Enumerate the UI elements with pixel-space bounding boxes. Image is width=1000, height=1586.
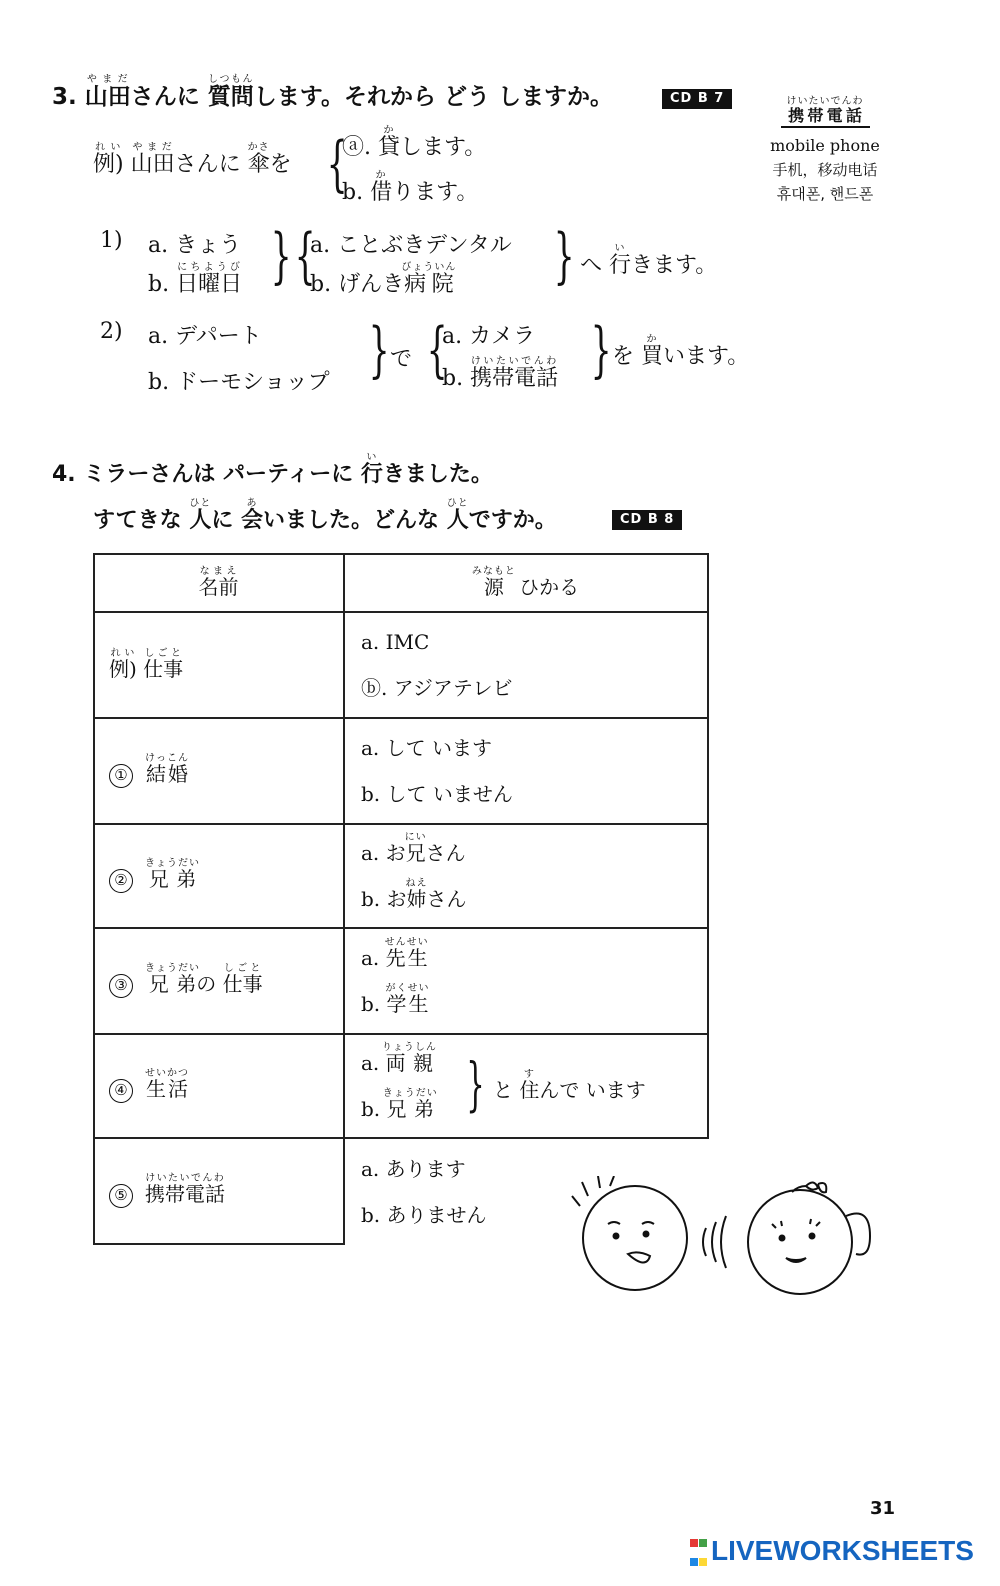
example-option-a[interactable]: ⓐ. 貸かします。 [342,125,487,160]
q1-mid-option-b[interactable]: b. げんき病院びょういん [310,262,457,297]
option-b[interactable]: b. 学生がくせい [361,983,430,1016]
section4-line1: 4. ミラーさんは パーティーに 行いきました。 [52,452,493,487]
q2-left-close-brace: } [368,315,390,385]
row-number-badge: ⑤ [109,1184,133,1208]
row-number-badge: ② [109,869,133,893]
table-row [94,612,708,718]
vocab-kanji: 携帯電話けいたいでんわ [781,96,870,128]
q2-particle: で [390,347,413,372]
row-label-4: ④ 生活せいかつ [94,1034,344,1138]
logo-text: LIVEWORKSHEETS [711,1535,974,1566]
q1-mid-open-brace: { [294,221,316,291]
q1-mid-option-a[interactable]: a. ことぶきデンタル [310,233,512,258]
q1-suffix: へ 行いきます。 [580,243,718,278]
section4-line2: すてきな 人ひとに 会あいました。どんな 人ひとですか。 [93,498,557,533]
example-label: 例)れい [93,142,124,177]
example-brace: { [326,129,348,199]
option-b[interactable]: b. 兄弟きょうだい [361,1088,438,1121]
q2-mid-option-a[interactable]: a. カメラ [442,324,536,349]
table-row [94,718,708,824]
example-option-b[interactable]: b. 借かります。 [342,170,479,205]
q1-number: 1) [100,228,123,253]
example-text: さんに [174,152,248,177]
example-kanji-1: 山田やまだ [130,142,175,177]
row-number-badge: ④ [109,1079,133,1103]
cd-track-badge-b7[interactable]: CD B 7 [662,89,732,109]
cartoon-faces-illustration [560,1176,890,1316]
row-label-2: ② 兄弟きょうだい [94,824,344,928]
row4-close-brace: } [466,1050,485,1118]
table-row [94,824,708,928]
row-options-2 [344,824,708,928]
row-label-5: ⑤ 携帯電話けいたいでんわ [94,1138,344,1244]
example-particle: を [269,152,292,177]
liveworksheets-logo[interactable] [690,1532,974,1570]
example-kanji-2: 傘かさ [247,142,270,177]
q1-mid-close-brace: } [553,221,575,291]
example-row [93,142,292,178]
q1-left-close-brace: } [270,221,292,291]
option-a[interactable]: a. IMC [361,630,430,654]
vocab-chinese: 手机，移动电话 [772,161,878,179]
option-a[interactable]: a. 両親りょうしん [361,1042,437,1075]
page-number: 31 [870,1498,896,1519]
girl-face-icon [748,1190,852,1294]
logo-blocks-icon [690,1532,707,1570]
row-number-badge: ③ [109,974,133,998]
section3-number: 3. [52,84,77,110]
table-row [94,1034,708,1138]
q2-left-option-a[interactable]: a. デパート [148,324,262,349]
header-person-cell: 源みなもと ひかる [344,554,708,612]
vocab-english: mobile phone [770,136,880,155]
q2-suffix: を 買かいます。 [612,334,750,369]
option-b[interactable]: b. ありません [361,1202,487,1227]
q2-mid-close-brace: } [590,315,612,385]
option-a[interactable]: a. して います [361,736,492,760]
q2-left-option-b[interactable]: b. ドーモショップ [148,370,330,395]
section3-title [52,74,613,111]
row-label-1: ① 結婚けっこん [94,718,344,824]
title-text-2: します。それから どう しますか。 [253,84,613,110]
row-options-1 [344,718,708,824]
row-label-3: ③ 兄弟きょうだいの 仕事しごと [94,928,344,1034]
row-label-example: 例)れい 仕事しごと [94,612,344,718]
row-options-4 [344,1034,708,1138]
row-options-example [344,612,708,718]
title-text-1: さんに [130,84,208,110]
section4-number: 4. [52,462,76,487]
row4-tail: と 住すんで います [493,1069,646,1102]
option-b[interactable]: b. して いません [361,782,513,806]
header-name-cell: 名前なまえ [94,554,344,612]
option-a[interactable]: a. あります [361,1156,466,1181]
option-a[interactable]: a. お兄にいさん [361,832,466,865]
q1-left-option-a[interactable]: a. きょう [148,233,242,258]
title-kanji-shitsumon: 質問しつもん [207,74,254,110]
q2-mid-option-b[interactable]: b. 携帯電話けいたいでんわ [442,356,559,391]
option-b[interactable]: ⓑ. アジアテレビ [361,676,513,700]
q2-number: 2) [100,319,123,344]
cd-track-badge-b8[interactable]: CD B 8 [612,510,682,530]
q2-mid-open-brace: { [426,315,448,385]
vocab-korean: 휴대폰, 핸드폰 [776,185,874,203]
row-number-badge: ① [109,764,133,788]
profile-table [93,553,709,1245]
option-b[interactable]: b. お姉ねえさん [361,878,467,911]
q1-left-option-b[interactable]: b. 日曜日にちようび [148,262,243,297]
table-row [94,928,708,1034]
title-kanji-yamada: 山田やまだ [84,74,131,110]
vocab-box [755,96,895,204]
row-options-3 [344,928,708,1034]
option-a[interactable]: a. 先生せんせい [361,937,429,970]
boy-face-icon [583,1186,687,1290]
table-header-row [94,554,708,612]
